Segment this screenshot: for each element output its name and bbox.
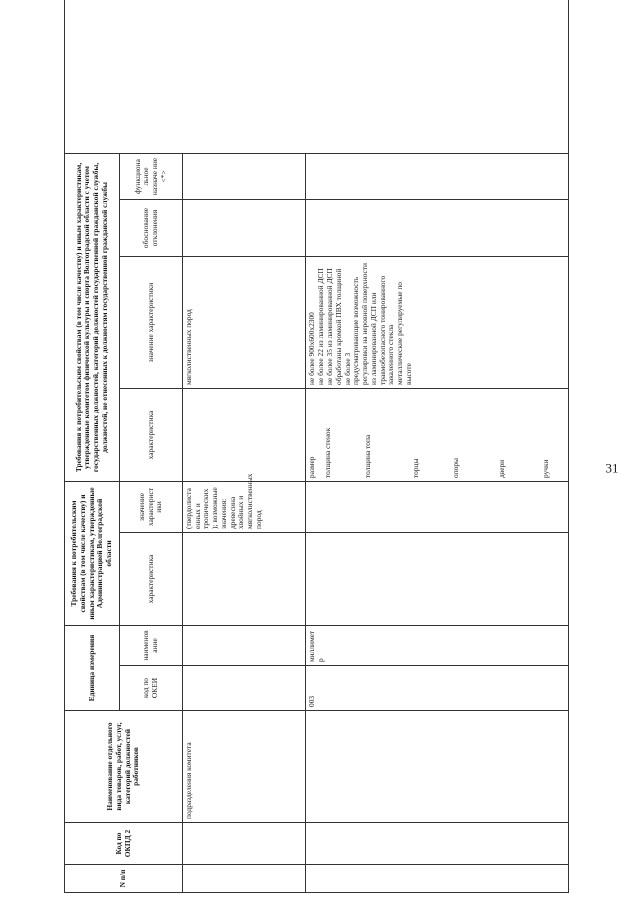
cell-com-just: [183, 200, 306, 257]
value-text: из ламинированной ДСП или травмобезопасного тонированного закаленного стекла: [368, 275, 396, 385]
col-com-value: значение характеристики: [120, 257, 183, 389]
value-text: предусматривающие возможность регулировки на неровной поверхности: [351, 262, 370, 385]
cell-adm-char: [306, 533, 569, 626]
col-com-just: обоснование отклонения: [120, 200, 183, 257]
value-text: металлические регулируемые по высоте: [395, 281, 413, 385]
cell-unit-code: 003: [306, 666, 569, 711]
right-margin-cell: [65, 0, 569, 153]
col-com-func: функциона льное назначе ние <*>: [120, 153, 183, 199]
cell-unit-code: [183, 666, 306, 711]
col-okpd: Код по ОКПД 2: [65, 823, 183, 865]
value-text: не более 22 из ламинированной ДСП: [316, 268, 325, 385]
char-label: двери: [497, 459, 506, 478]
char-label: толщина стенок: [323, 427, 332, 478]
cell-name: подразделения комитета: [183, 711, 306, 823]
col-unit-code: код по ОКЕИ: [120, 666, 183, 711]
col-name: Наименование отдельного вида товаров, работ, услуг, категорий должностей работников: [65, 711, 183, 823]
cell-com-char: [183, 389, 306, 482]
cell-com-value: мягколиственных пород: [183, 257, 306, 389]
col-com-char: характеристика: [120, 389, 183, 482]
cell-num: [183, 865, 306, 893]
cell-num: [306, 865, 569, 893]
cell-okpd: [183, 823, 306, 865]
cell-okpd: [306, 823, 569, 865]
col-com-req: Требования к потребительским свойствам (в том числе качеству) и иным характеристикам, утвержденные комитетом физической культуры и спорта Волгоградской области с учетом государственных должностей, категорий должностей государственной гражданской службы, должностей, не отнесенных к должностям государственной гражданской службы: [65, 153, 120, 481]
col-num: N п/п: [65, 865, 183, 893]
cell-com-func: [306, 153, 569, 199]
requirements-table: [64, 0, 569, 893]
col-adm-value: значение характерист ики: [120, 482, 183, 533]
cell-adm-char: [183, 533, 306, 626]
cell-unit-name: миллимет р: [306, 626, 569, 666]
header-row-1: [65, 0, 120, 893]
char-label: опоры: [451, 457, 460, 478]
char-label: толщина топа: [363, 434, 372, 478]
col-adm-req: Требования к потребительским свойствам (в том числе качеству) и иным характеристикам, утвержденные Администрацией Волгоградской области: [65, 482, 120, 626]
cell-com-values: [306, 257, 569, 389]
cell-com-chars: [306, 389, 569, 482]
value-text: не более 900х600х2300: [307, 312, 316, 385]
value-text: обработаны кромкой ПВХ толщиной не более 3: [334, 268, 352, 385]
col-unit-name: наименов ание: [120, 626, 183, 666]
cell-unit-name: [183, 626, 306, 666]
col-adm-char: характеристика: [120, 533, 183, 626]
char-label: ручки: [541, 459, 550, 478]
cell-name: [306, 711, 569, 823]
cell-adm-value: [306, 482, 569, 533]
col-unit: Единица измерения: [65, 626, 120, 711]
page-number: 31: [605, 460, 619, 476]
value-text: не более 35 из ламинированной ДСП: [325, 268, 334, 385]
cell-com-just: [306, 200, 569, 257]
char-label: торцы: [411, 458, 420, 478]
char-label: размер: [307, 456, 316, 478]
cell-adm-value: (твердолиста енных и тропических ); возможные значения: древесина хвойных и мягколиственных пород: [183, 482, 306, 533]
cell-com-func: [183, 153, 306, 199]
